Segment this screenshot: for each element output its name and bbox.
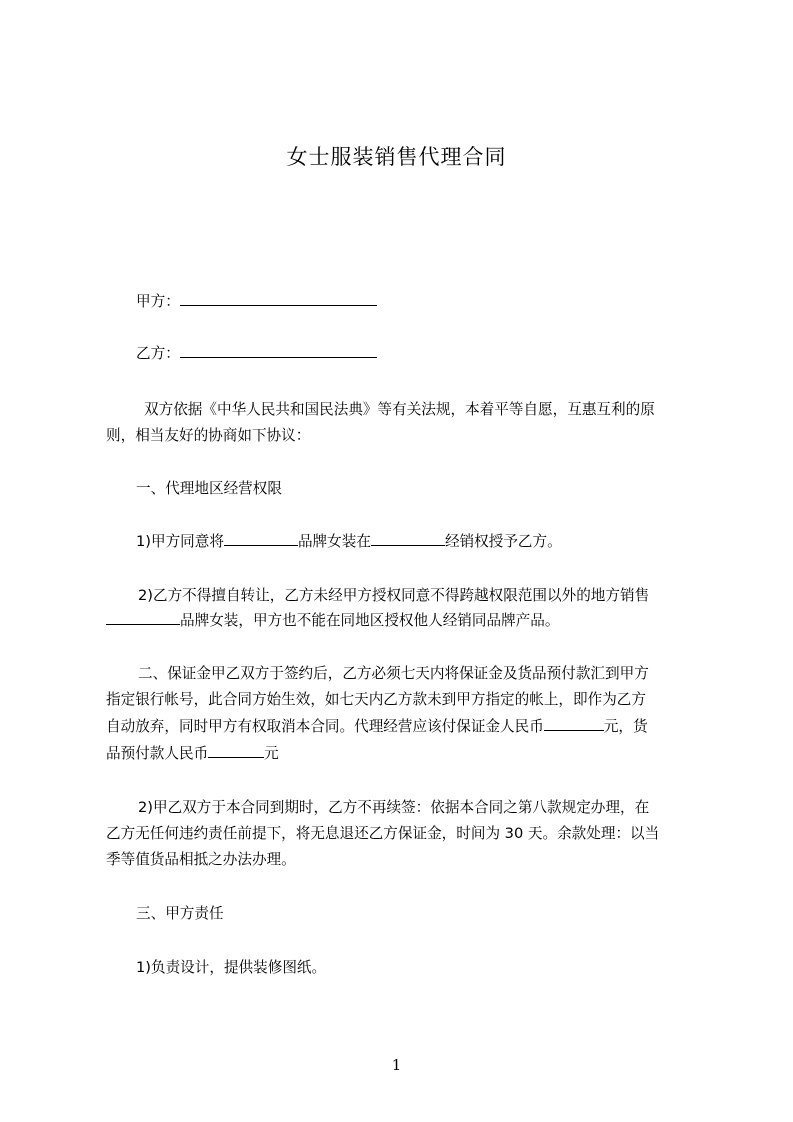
item-1-part-3: 经销权授予乙方。 (444, 533, 562, 550)
section-2-line-4 (106, 743, 279, 765)
section-2-line-3-part-1: 自动放弃，同时甲方有权取消本合同。代理经营应该付保证金人民币 (106, 718, 544, 735)
section-1-item-1 (136, 531, 562, 553)
preamble-line-2: 则，相当友好的协商如下协议： (106, 427, 311, 444)
item-2-line-2-text: 品牌女装，甲方也不能在同地区授权他人经销同品牌产品。 (180, 612, 560, 629)
prepayment-amount-blank[interactable] (208, 743, 264, 758)
region-blank[interactable] (371, 531, 445, 546)
brand-blank-2[interactable] (106, 610, 180, 625)
section-2-line-4-part-1: 品预付款人民币 (106, 745, 209, 762)
party-a-blank[interactable] (180, 291, 377, 306)
party-b-line (136, 343, 377, 365)
section-2-item-2-line-1: 2)甲乙双方于本合同到期时，乙方不再续签：依据本合同之第八款规定办理，在 (138, 799, 650, 816)
page-number: 1 (391, 1056, 402, 1074)
section-1-item-2-line-1: 2)乙方不得擅自转让，乙方未经甲方授权同意不得跨越权限范围以外的地方销售 (138, 587, 650, 604)
preamble-line-1: 双方依据《中华人民共和国民法典》等有关法规，本着平等自愿，互惠互利的原 (144, 401, 655, 418)
brand-blank[interactable] (224, 531, 298, 546)
section-2-line-3 (106, 716, 700, 738)
section-2-item-2-line-2: 乙方无任何违约责任前提下，将无息退还乙方保证金，时间为 30 天。余款处理：以当 (106, 825, 660, 842)
section-2-line-2: 指定银行帐号，此合同方始生效，如七天内乙方款未到甲方指定的帐上，即作为乙方 (106, 691, 646, 708)
section-3-item-1: 1)负责设计，提供装修图纸。 (136, 959, 327, 976)
party-a-label: 甲方： (136, 293, 180, 310)
party-b-blank[interactable] (180, 343, 377, 358)
section-1-heading: 一、代理地区经营权限 (136, 480, 282, 497)
section-2-item-2-line-3: 季等值货品相抵之办法办理。 (106, 851, 296, 868)
deposit-amount-blank[interactable] (544, 716, 604, 731)
party-a-line (136, 291, 377, 313)
party-b-label: 乙方： (136, 345, 180, 362)
section-2-line-3-part-2: 元，货 (603, 718, 648, 735)
item-1-part-1: 1)甲方同意将 (136, 533, 224, 550)
item-1-part-2: 品牌女装在 (297, 533, 371, 550)
section-3-heading: 三、甲方责任 (136, 905, 224, 922)
section-2-line-1: 二、保证金甲乙双方于签约后，乙方必须七天内将保证金及货品预付款汇到甲方 (138, 665, 649, 682)
section-2-line-4-part-2: 元 (264, 745, 279, 762)
section-1-item-2-line-2 (106, 610, 559, 632)
document-title: 女士服装销售代理合同 (286, 145, 507, 169)
